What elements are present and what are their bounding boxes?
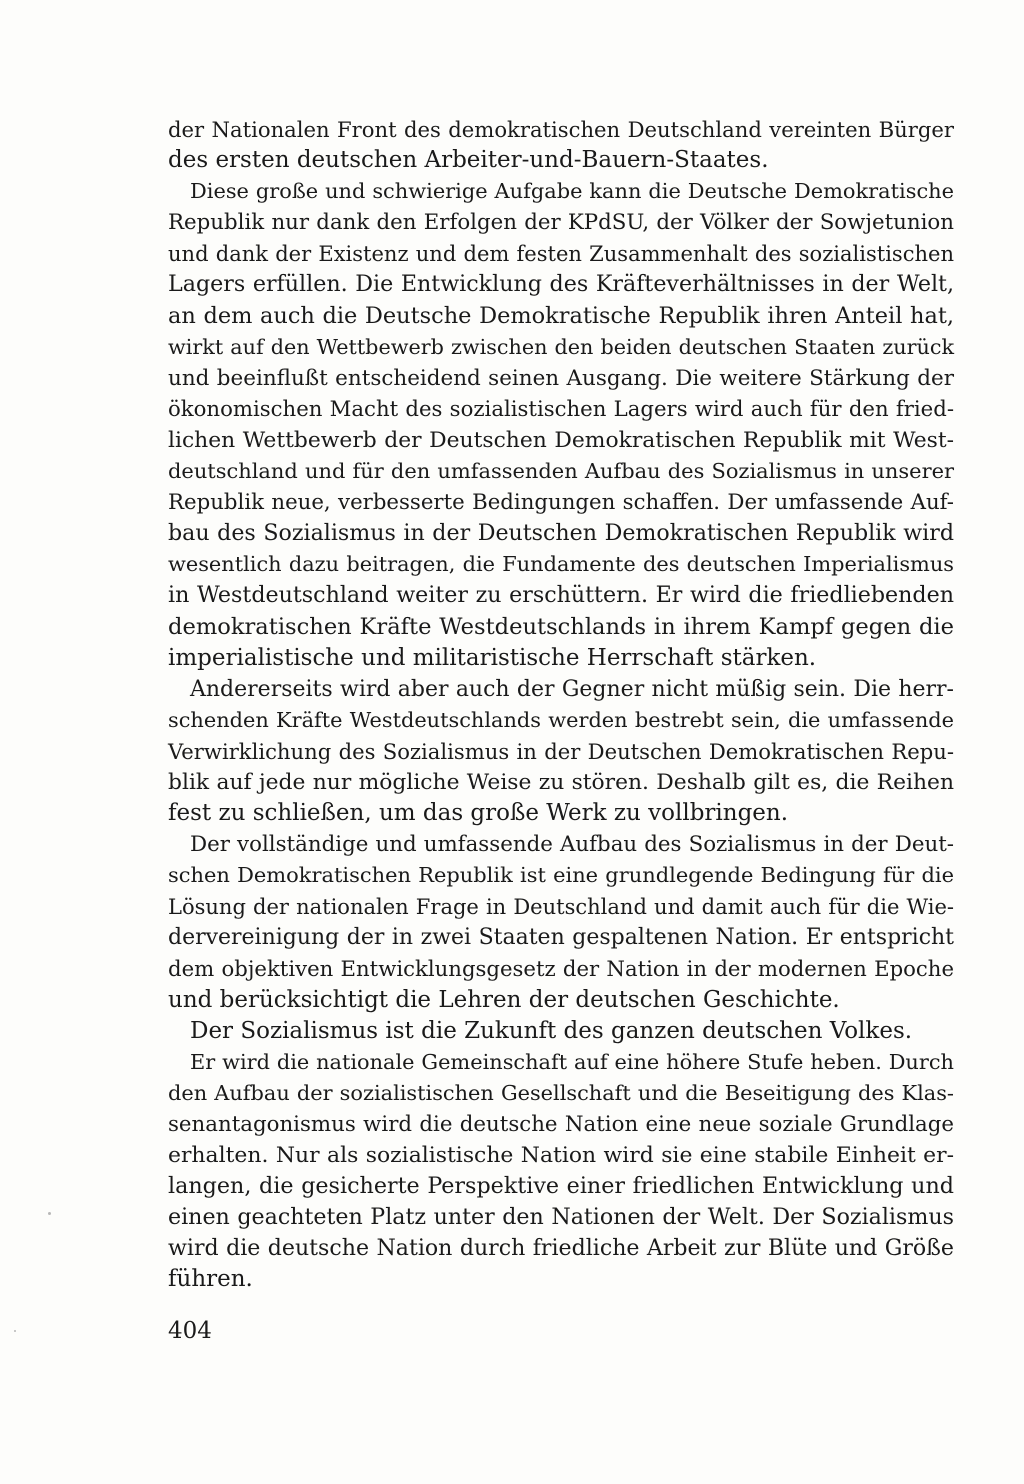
text-line: Andererseits wird aber auch der Gegner nicht müßig sein. Die herr-	[190, 676, 954, 702]
paper-speck	[14, 1330, 16, 1332]
text-line: führen.	[168, 1266, 253, 1293]
text-line: Verwirklichung des Sozialismus in der Deutschen Demokratischen Repu-	[168, 738, 954, 764]
text-line: langen, die gesicherte Perspektive einer friedlichen Entwicklung und	[168, 1173, 954, 1200]
text-line: den Aufbau der sozialistischen Gesellschaft und die Beseitigung des Klas-	[168, 1080, 954, 1105]
text-line: senantagonismus wird die deutsche Nation eine neue soziale Grundlage	[168, 1112, 954, 1137]
text-line: bau des Sozialismus in der Deutschen Demokratischen Republik wird	[168, 520, 954, 547]
text-line: in Westdeutschland weiter zu erschüttern. Er wird die friedliebenden	[168, 582, 954, 609]
body-text	[168, 114, 954, 1296]
text-line: ökonomischen Macht des sozialistischen Lagers wird auch für den fried-	[168, 396, 954, 422]
text-line: dervereinigung der in zwei Staaten gespaltenen Nation. Er entspricht	[168, 925, 954, 951]
text-line: imperialistische und militaristische Herrschaft stärken.	[168, 644, 817, 671]
text-line: dem objektiven Entwicklungsgesetz der Nation in der modernen Epoche	[168, 956, 954, 982]
text-line: Der Sozialismus ist die Zukunft des ganzen deutschen Volkes.	[190, 1017, 913, 1044]
text-line: wird die deutsche Nation durch friedliche Arbeit zur Blüte und Größe	[168, 1236, 954, 1262]
page-number: 404	[168, 1318, 212, 1344]
text-line: der Nationalen Front des demokratischen Deutschland vereinten Bürger	[168, 117, 954, 142]
text-line: schenden Kräfte Westdeutschlands werden bestrebt sein, die umfassende	[168, 707, 954, 732]
text-line: fest zu schließen, um das große Werk zu vollbringen.	[168, 800, 789, 827]
text-line: lichen Wettbewerb der Deutschen Demokratischen Republik mit West-	[168, 427, 954, 453]
text-line: und dank der Existenz und dem festen Zusammenhalt des sozialistischen	[168, 241, 954, 267]
text-line: schen Demokratischen Republik ist eine grundlegende Bedingung für die	[168, 863, 954, 888]
text-line: Diese große und schwierige Aufgabe kann die Deutsche Demokratische	[190, 179, 954, 204]
text-line: Lagers erfüllen. Die Entwicklung des Kräfteverhältnisses in der Welt,	[168, 271, 954, 298]
text-line: blik auf jede nur mögliche Weise zu stören. Deshalb gilt es, die Reihen	[168, 769, 954, 795]
text-line: und beeinflußt entscheidend seinen Ausgang. Die weitere Stärkung der	[168, 365, 954, 391]
text-line: und berücksichtigt die Lehren der deutschen Geschichte.	[168, 986, 840, 1013]
text-line: Republik neue, verbesserte Bedingungen schaffen. Der umfassende Auf-	[168, 490, 954, 516]
text-line: Er wird die nationale Gemeinschaft auf eine höhere Stufe heben. Durch	[190, 1049, 954, 1074]
text-line: Republik nur dank den Erfolgen der KPdSU, der Völker der Sowjetunion	[168, 210, 954, 236]
text-line: wesentlich dazu beitragen, die Fundamente des deutschen Imperialismus	[168, 552, 954, 577]
text-line: des ersten deutschen Arbeiter-und-Bauern-Staates.	[168, 147, 769, 174]
text-line: an dem auch die Deutsche Demokratische Republik ihren Anteil hat,	[168, 302, 954, 329]
text-line: wirkt auf den Wettbewerb zwischen den beiden deutschen Staaten zurück	[168, 334, 954, 359]
text-line: deutschland und für den umfassenden Aufbau des Sozialismus in unserer	[168, 459, 954, 484]
paper-speck	[48, 1212, 51, 1215]
text-line: erhalten. Nur als sozialistische Nation wird sie eine stabile Einheit er-	[168, 1143, 954, 1169]
text-line: einen geachteten Platz unter den Nationen der Welt. Der Sozialismus	[168, 1204, 954, 1231]
text-line: demokratischen Kräfte Westdeutschlands in ihrem Kampf gegen die	[168, 613, 954, 640]
text-line: Der vollständige und umfassende Aufbau des Sozialismus in der Deut-	[190, 832, 954, 858]
text-line: Lösung der nationalen Frage in Deutschland und damit auch für die Wie-	[168, 894, 954, 920]
